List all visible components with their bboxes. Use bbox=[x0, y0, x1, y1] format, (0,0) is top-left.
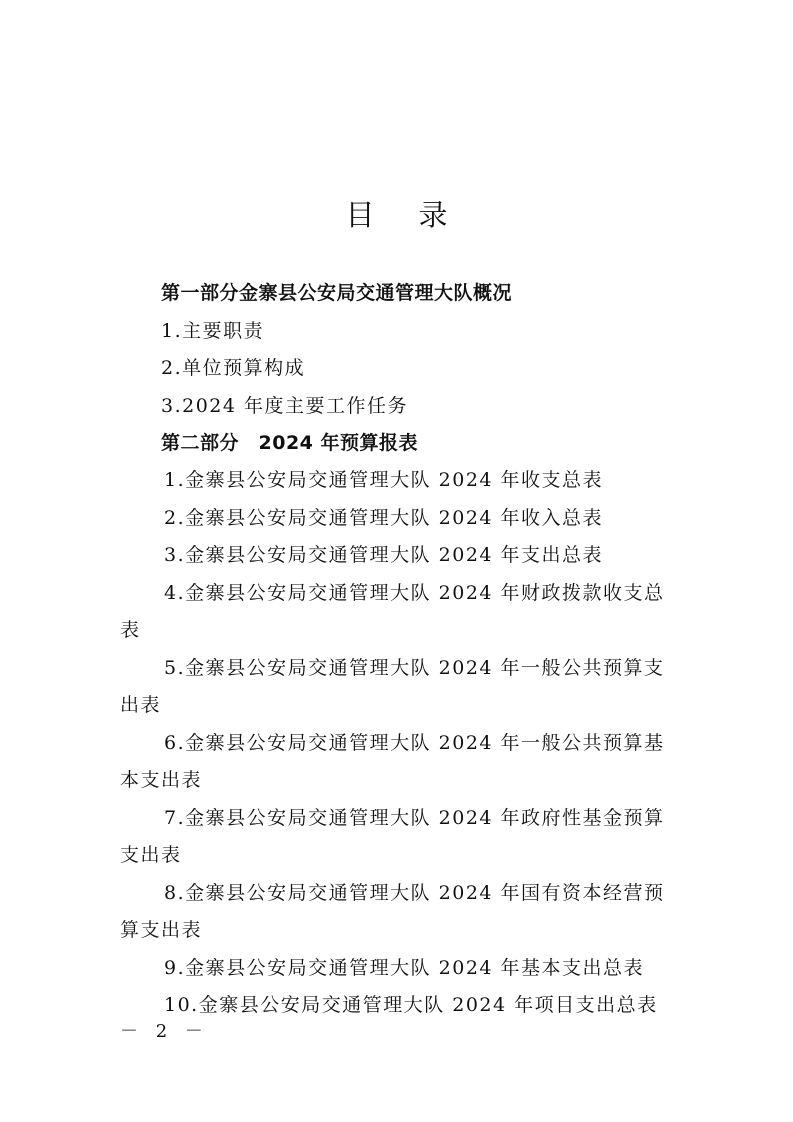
part2-heading: 第二部分 2024 年预算报表 bbox=[161, 432, 418, 454]
toc-item-table-4: 4.金寨县公安局交通管理大队 2024 年财政拨款收支总 bbox=[164, 582, 665, 604]
toc-item-table-8: 8.金寨县公安局交通管理大队 2024 年国有资本经营预 bbox=[164, 882, 665, 904]
toc-item-responsibilities: 1.主要职责 bbox=[161, 320, 265, 342]
toc-item-table-10: 10.金寨县公安局交通管理大队 2024 年项目支出总表 bbox=[164, 994, 658, 1016]
page-title: 目录 bbox=[345, 198, 492, 232]
toc-item-table-4-cont: 表 bbox=[120, 619, 141, 641]
toc-item-table-8-cont: 算支出表 bbox=[120, 919, 203, 941]
toc-item-table-2: 2.金寨县公安局交通管理大队 2024 年收入总表 bbox=[164, 507, 604, 529]
page-number: － 2 － bbox=[120, 1021, 209, 1042]
toc-item-table-3: 3.金寨县公安局交通管理大队 2024 年支出总表 bbox=[164, 544, 604, 566]
toc-item-table-6: 6.金寨县公安局交通管理大队 2024 年一般公共预算基 bbox=[164, 732, 665, 754]
toc-item-table-1: 1.金寨县公安局交通管理大队 2024 年收支总表 bbox=[164, 469, 604, 491]
toc-item-table-5-cont: 出表 bbox=[120, 694, 162, 716]
toc-item-table-5: 5.金寨县公安局交通管理大队 2024 年一般公共预算支 bbox=[164, 657, 665, 679]
toc-item-table-7: 7.金寨县公安局交通管理大队 2024 年政府性基金预算 bbox=[164, 807, 665, 829]
toc-item-work-tasks: 3.2024 年度主要工作任务 bbox=[161, 395, 409, 417]
toc-item-unit-composition: 2.单位预算构成 bbox=[161, 357, 306, 379]
toc-item-table-6-cont: 本支出表 bbox=[120, 769, 203, 791]
toc-item-table-7-cont: 支出表 bbox=[120, 844, 182, 866]
toc-item-table-9: 9.金寨县公安局交通管理大队 2024 年基本支出总表 bbox=[164, 957, 645, 979]
part1-heading: 第一部分金寨县公安局交通管理大队概况 bbox=[161, 282, 513, 304]
